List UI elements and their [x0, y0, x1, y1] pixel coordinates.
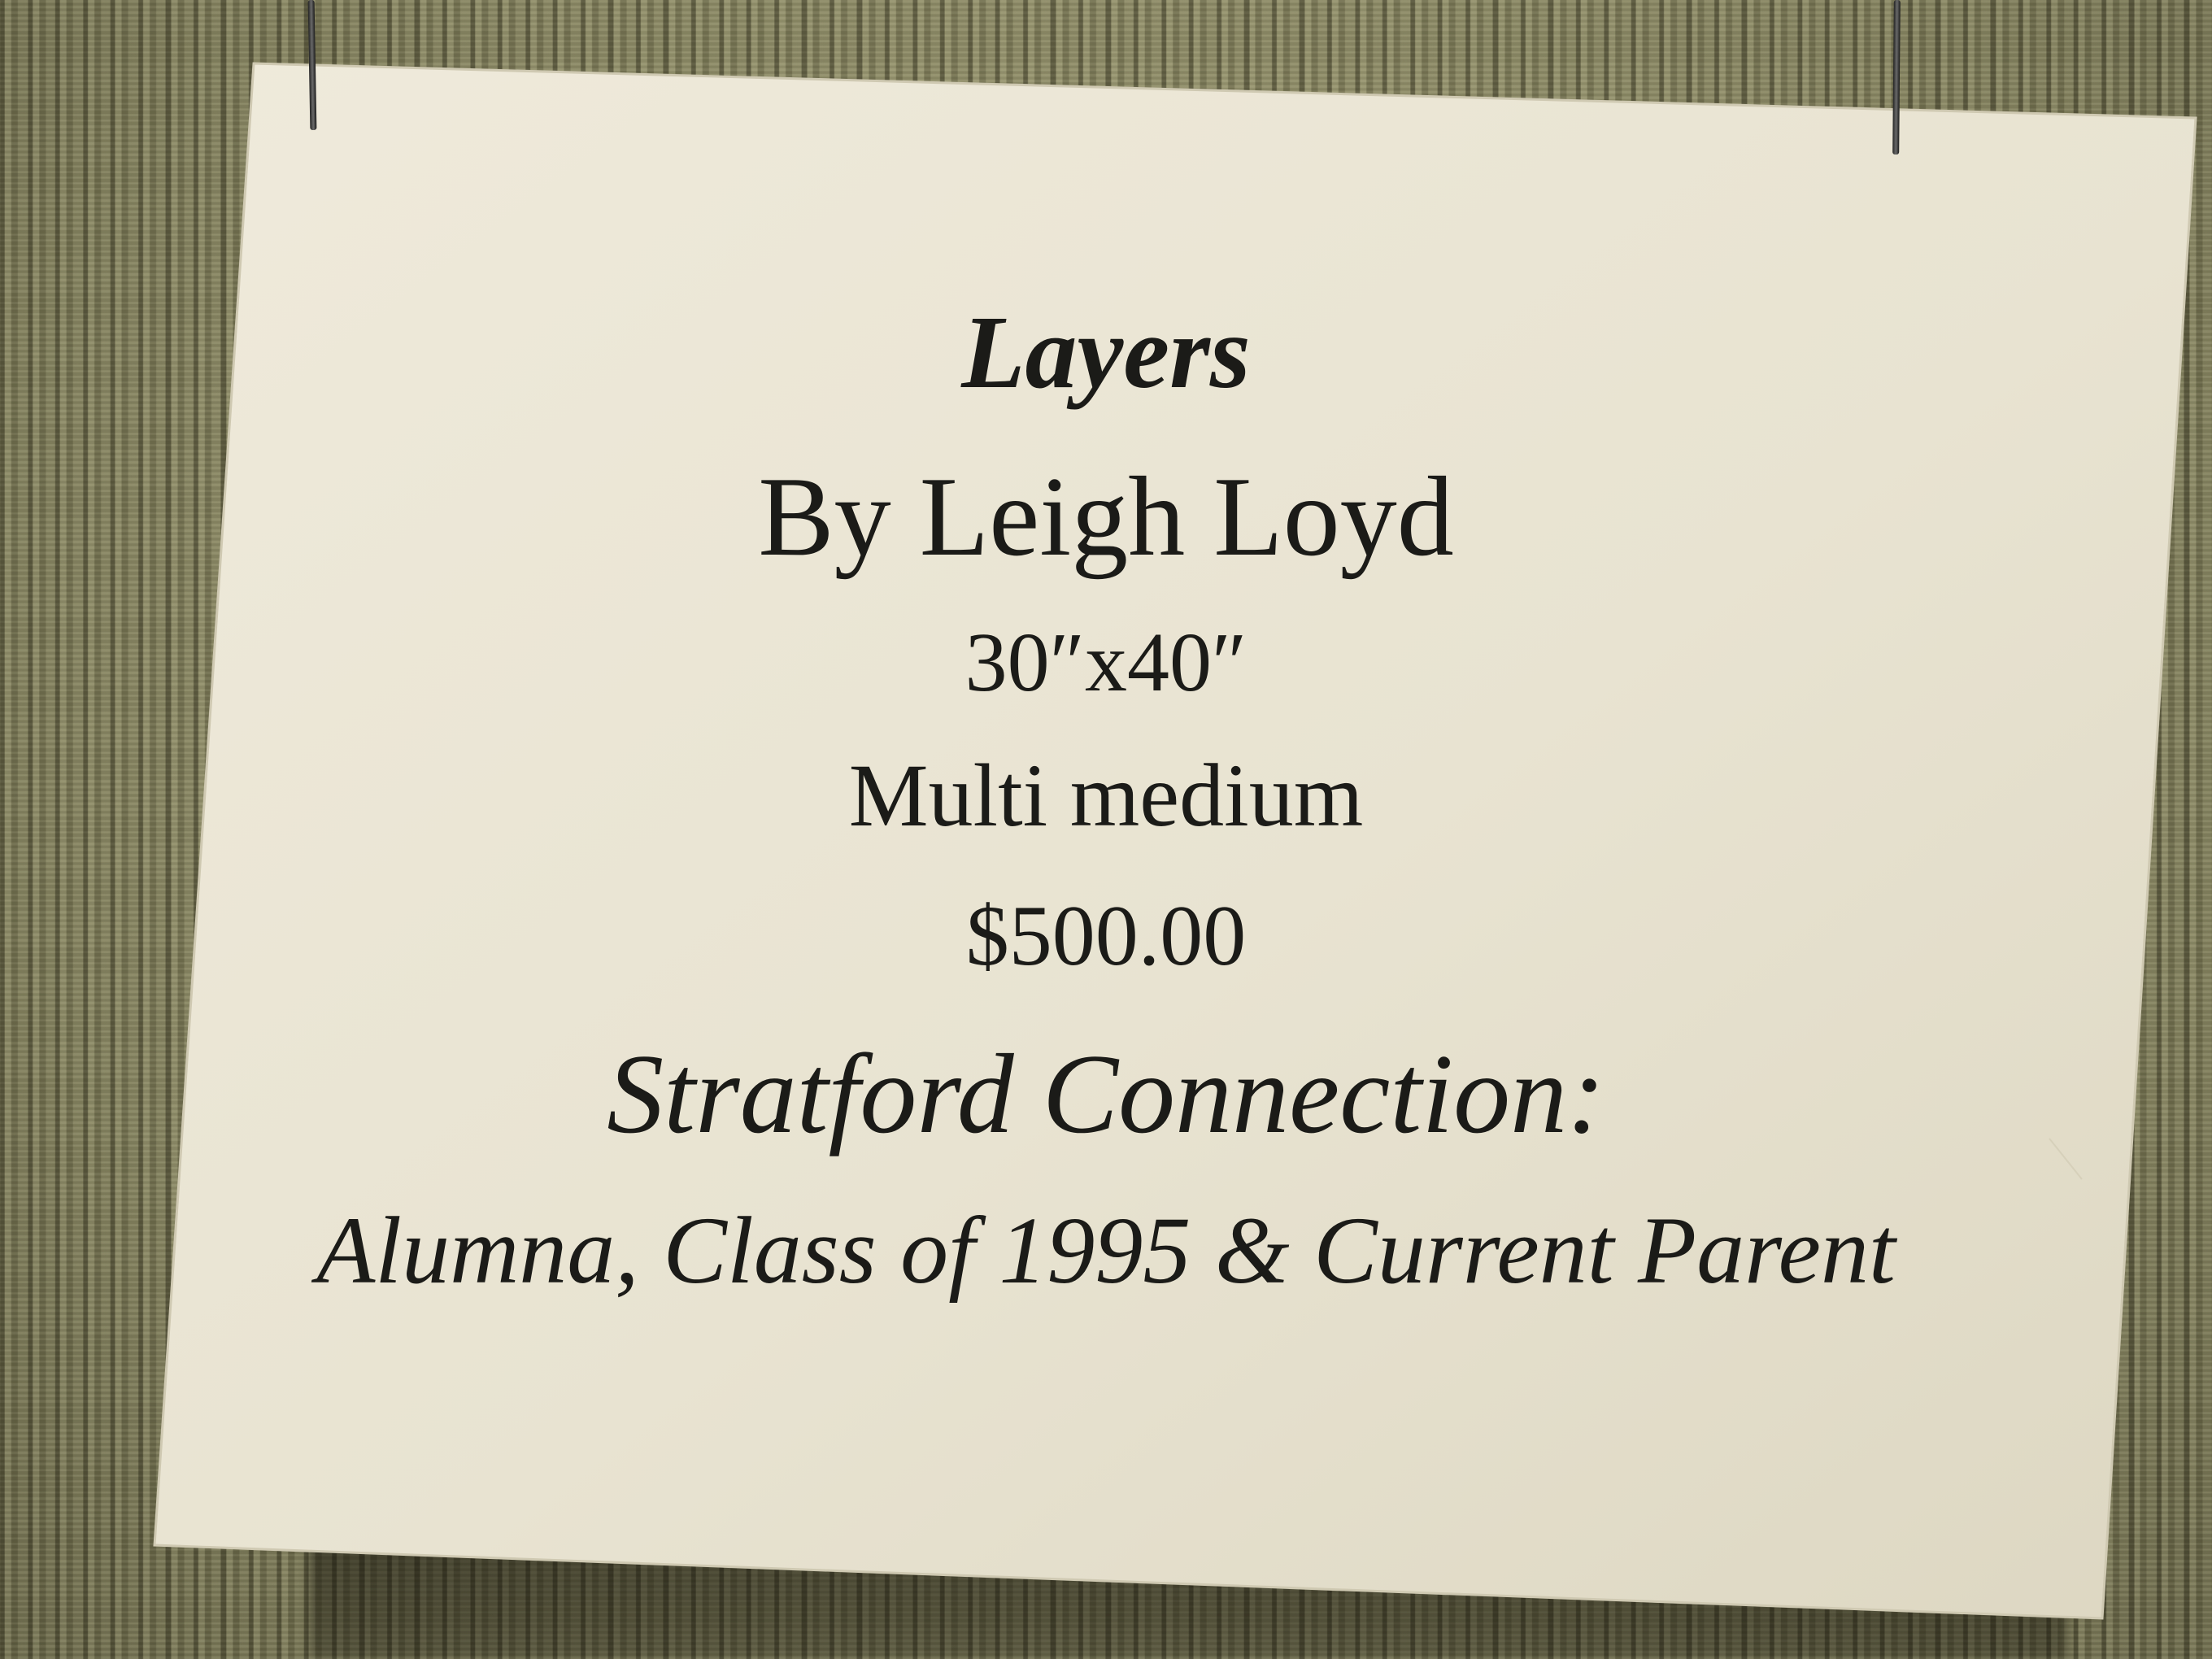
- connection-heading: Stratford Connection:: [607, 1031, 1605, 1157]
- artist-name: By Leigh Loyd: [758, 454, 1454, 580]
- connection-detail: Alumna, Class of 1995 & Current Parent: [316, 1197, 1896, 1304]
- artwork-title: Layers: [961, 294, 1251, 410]
- artwork-price: $500.00: [965, 888, 1247, 983]
- pin-right: [1892, 0, 1901, 155]
- artwork-medium: Multi medium: [848, 746, 1364, 845]
- artwork-dimensions: 30″x40″: [964, 616, 1248, 709]
